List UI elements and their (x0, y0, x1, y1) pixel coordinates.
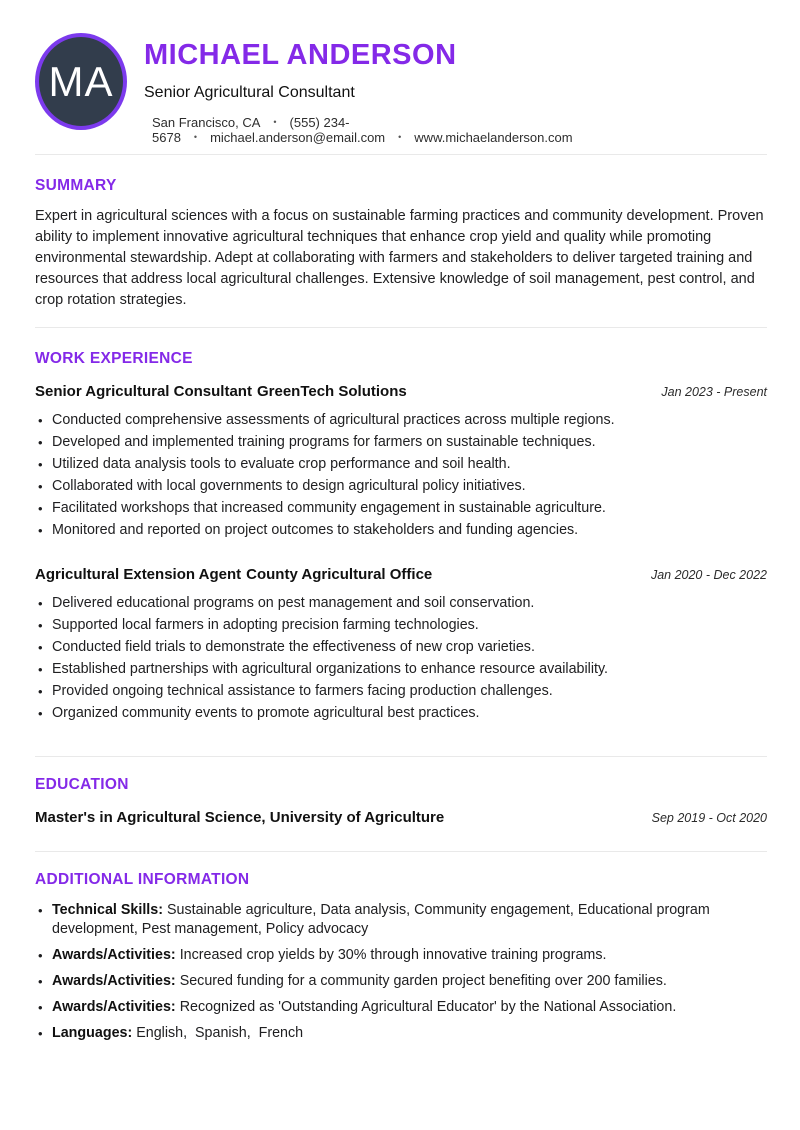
additional-info-list (35, 901, 767, 1043)
info-item-text: Sustainable agriculture, Data analysis, Community engagement, Educational program development, Pest management, Policy advocacy (52, 902, 714, 937)
job-bullet: • Organized community events to promote agricultural best practices. (35, 704, 767, 723)
contact-line (152, 115, 767, 145)
info-item-languages (35, 1024, 767, 1043)
resume-header (35, 33, 767, 154)
job-header (35, 383, 767, 400)
info-item-text: Recognized as 'Outstanding Agricultural Educator' by the National Association. (179, 999, 677, 1015)
job-header (35, 566, 767, 583)
info-item-label: Awards/Activities: (52, 973, 176, 989)
avatar-initials: MA (48, 57, 114, 105)
work-experience-heading: WORK EXPERIENCE (35, 350, 193, 367)
contact-separator-dot: • (398, 132, 402, 142)
job-bullet-list (35, 411, 767, 540)
contact-phone: (555) 234-5678 (152, 115, 350, 145)
job-bullet: • Facilitated workshops that increased community engagement in sustainable agriculture. (35, 499, 767, 518)
job-entry (35, 383, 767, 540)
section-work-experience (35, 328, 767, 756)
education-heading: EDUCATION (35, 776, 129, 793)
section-summary (35, 155, 767, 327)
contact-website: www.michaelanderson.com (414, 130, 573, 145)
info-item-award (35, 998, 767, 1017)
job-title-line (35, 383, 407, 400)
job-dates: Jan 2023 - Present (661, 385, 767, 399)
contact-separator-dot: • (193, 132, 198, 142)
professional-title: Senior Agricultural Consultant (144, 84, 355, 101)
info-item-text: Increased crop yields by 30% through innovative training programs. (179, 947, 607, 963)
summary-heading: SUMMARY (35, 177, 117, 194)
info-item-label: Technical Skills: (52, 902, 163, 918)
job-dates: Jan 2020 - Dec 2022 (650, 568, 767, 582)
candidate-name: MICHAEL ANDERSON (144, 39, 457, 71)
job-bullet: • Utilized data analysis tools to evaluate crop performance and soil health. (35, 455, 767, 474)
avatar (35, 33, 127, 130)
additional-information-heading: ADDITIONAL INFORMATION (35, 871, 250, 888)
job-bullet: • Conducted comprehensive assessments of agricultural practices across multiple regions. (35, 411, 767, 430)
job-bullet: • Delivered educational programs on pest management and soil conservation. (35, 594, 767, 613)
section-education (35, 757, 767, 851)
info-item-label: Awards/Activities: (52, 999, 176, 1015)
job-bullet: • Supported local farmers in adopting precision farming technologies. (35, 616, 767, 635)
section-additional-information (35, 852, 767, 1043)
info-item-label: Languages: (52, 1025, 133, 1041)
info-item-award (35, 972, 767, 991)
info-item-text: Secured funding for a community garden project benefiting over 200 families. (179, 973, 667, 989)
summary-text: Expert in agricultural sciences with a focus on sustainable farming practices and community development. Proven ability to implement innovative agricultural techniques that enhance crop yield and quality while promoting environmental stewardship. Adept at collaborating with farmers and stakeholders to deliver targeted training and resources that address local agricultural challenges. Extensive knowledge of soil management, pest control, and crop rotation strategies. (35, 208, 764, 308)
job-company: County Agricultural Office (246, 566, 433, 583)
job-bullet: • Monitored and reported on project outcomes to stakeholders and funding agencies. (35, 521, 767, 540)
job-company: GreenTech Solutions (256, 383, 407, 400)
job-bullet: • Conducted field trials to demonstrate the effectiveness of new crop varieties. (35, 638, 767, 657)
contact-location: San Francisco, CA (152, 115, 261, 130)
contact-separator-dot: • (273, 117, 277, 127)
info-item-text: English, Spanish, French (136, 1025, 304, 1041)
education-degree: Master's in Agricultural Science, University of Agriculture (35, 809, 445, 826)
job-title-line (35, 566, 432, 583)
education-dates: Sep 2019 - Oct 2020 (651, 811, 767, 825)
job-title: Senior Agricultural Consultant (35, 383, 252, 400)
info-item-label: Awards/Activities: (52, 947, 176, 963)
job-entry (35, 566, 767, 723)
job-title: Agricultural Extension Agent (35, 566, 242, 583)
contact-email: michael.anderson@email.com (210, 130, 386, 145)
education-entry (35, 809, 767, 826)
job-bullet-list (35, 594, 767, 723)
job-bullet: • Established partnerships with agricultural organizations to enhance resource availability. (35, 660, 767, 679)
info-item-technical-skills (35, 901, 767, 939)
header-text-block (144, 33, 767, 145)
info-item-award (35, 946, 767, 965)
job-bullet: • Provided ongoing technical assistance to farmers facing production challenges. (35, 682, 767, 701)
job-bullet: • Collaborated with local governments to design agricultural policy initiatives. (35, 477, 767, 496)
job-bullet: • Developed and implemented training programs for farmers on sustainable techniques. (35, 433, 767, 452)
